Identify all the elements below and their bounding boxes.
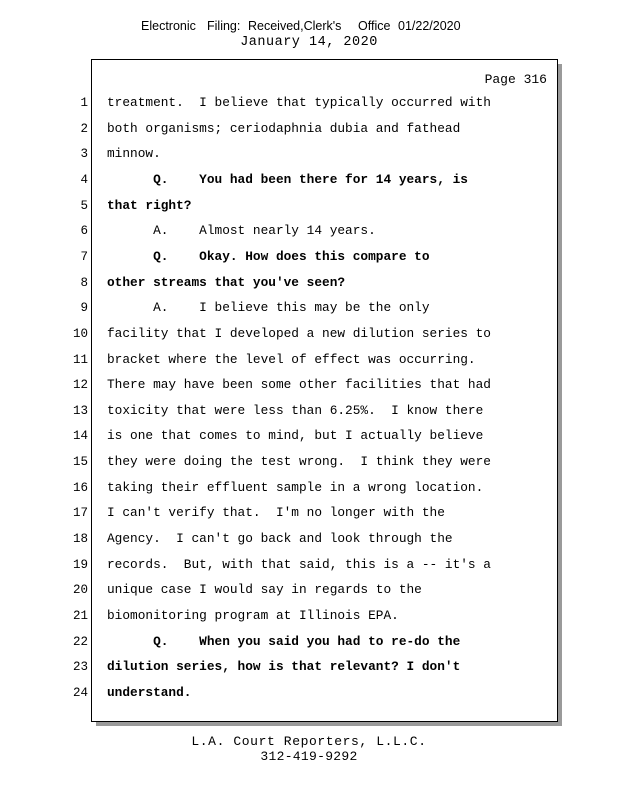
transcript-line: they were doing the test wrong. I think they were [107,454,491,470]
line-number: 16 [72,480,88,495]
footer-phone: 312-419-9292 [260,749,358,764]
line-number: 22 [72,634,88,649]
line-number: 6 [80,224,88,239]
line-number: 13 [72,403,88,418]
footer-company: L.A. Court Reporters, L.L.C. [191,734,427,749]
transcript-line: facility that I developed a new dilution series to [107,325,491,341]
transcript-line: Q. You had been there for 14 years, is [107,171,468,187]
transcript-line: that right? [107,197,192,213]
transcript-line: both organisms; ceriodaphnia dubia and fathead [107,120,461,136]
line-number: 17 [72,506,88,521]
line-number: 3 [80,147,88,162]
page-number: Page 316 [484,72,547,87]
transcript-line: A. I believe this may be the only [107,300,430,316]
stamp-date: 01/22/2020 [398,19,461,33]
transcript-line: biomonitoring program at Illinois EPA. [107,608,399,623]
line-number: 7 [80,249,88,264]
transcript-line: bracket where the level of effect was occurring. [107,351,476,367]
transcript-line: toxicity that were less than 6.25%. I know there [107,402,484,418]
stamp-received: Received,Clerk's [248,19,342,33]
stamp-electronic: Electronic [141,19,196,33]
transcript-line: dilution series, how is that relevant? I don't [107,659,461,675]
transcript-line: taking their effluent sample in a wrong location. [107,479,484,495]
header-date: January 14, 2020 [240,35,378,50]
transcript-line: I can't verify that. I'm no longer with the [107,505,445,521]
transcript-line: Q. When you said you had to re-do the [107,633,461,649]
line-number: 15 [72,455,88,470]
line-number: 19 [72,557,88,572]
transcript-line: is one that comes to mind, but I actually believe [107,428,484,444]
transcript-line: Agency. I can't go back and look through the [107,531,453,547]
transcript-line: records. But, with that said, this is a -- it's a [107,556,491,572]
line-number: 5 [80,198,88,213]
line-number: 12 [72,378,88,393]
transcript-line: Q. Okay. How does this compare to [107,248,430,264]
line-number: 18 [72,532,88,547]
line-number: 1 [80,96,88,110]
line-number: 21 [72,609,88,623]
line-number: 2 [80,121,88,136]
transcript-line: minnow. [107,146,161,162]
line-number: 4 [80,172,88,187]
transcript-line: A. Almost nearly 14 years. [107,223,376,239]
stamp-filing: Filing: [207,19,241,33]
transcript-line: other streams that you've seen? [107,274,346,290]
line-number: 20 [72,583,88,598]
line-number: 10 [72,326,88,341]
line-number: 11 [72,352,88,367]
stamp-office: Office [358,19,391,33]
line-number: 8 [80,275,88,290]
filing-stamp [0,19,618,35]
line-number: 23 [72,660,88,675]
transcript-line: treatment. I believe that typically occurred with [107,95,491,110]
transcript-line: understand. [107,684,192,700]
transcript-line: unique case I would say in regards to the [107,582,422,598]
transcript-line: There may have been some other facilities that had [107,377,491,393]
line-number: 9 [80,301,88,316]
line-number: 24 [72,685,88,700]
line-number: 14 [72,429,88,444]
